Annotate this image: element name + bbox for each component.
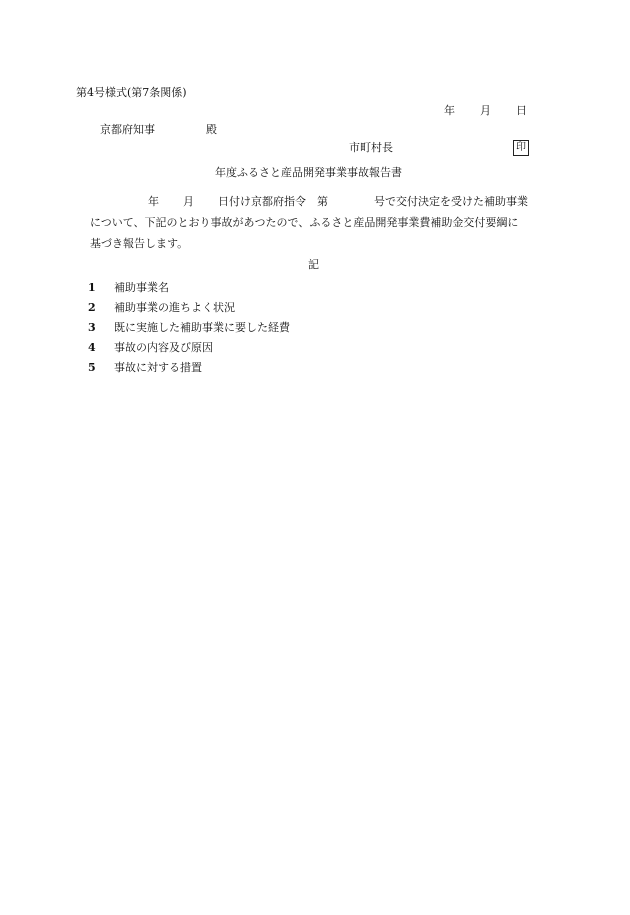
ki-heading: 記 [308, 258, 319, 271]
list-item [88, 301, 290, 321]
addressee-honorific: 殿 [206, 123, 217, 136]
item-number: 2 [88, 301, 96, 314]
body-line-2: について、下記のとおり事故があつたので、ふるさと産品開発事業費補助金交付要綱に [90, 216, 519, 229]
item-label: 事故に対する措置 [114, 361, 202, 374]
seal-mark: 印 [513, 140, 529, 156]
form-number: 第4号様式(第7条関係) [76, 86, 187, 99]
body-line-1-tail: 号で交付決定を受けた補助事業 [374, 195, 528, 208]
item-label: 補助事業の進ちよく状況 [114, 301, 235, 314]
body-line-3: 基づき報告します。 [90, 237, 189, 250]
body-line-1-text: 日付け京都府指令 第 [218, 195, 328, 208]
list-item [88, 341, 290, 361]
list-item [88, 361, 290, 381]
list-item [88, 321, 290, 341]
item-label: 既に実施した補助事業に要した経費 [114, 321, 290, 334]
item-number: 5 [88, 361, 96, 374]
body-year: 年 [148, 195, 159, 208]
body-month: 月 [183, 195, 194, 208]
item-number: 1 [88, 281, 96, 294]
date-month: 月 [480, 104, 491, 117]
body-line-1 [90, 191, 560, 212]
item-label: 事故の内容及び原因 [114, 341, 213, 354]
item-number: 4 [88, 341, 96, 354]
items-list [88, 281, 290, 381]
report-body [90, 191, 560, 254]
report-title: 年度ふるさと産品開発事業事故報告書 [215, 166, 402, 179]
item-label: 補助事業名 [114, 281, 169, 294]
date-day: 日 [516, 104, 527, 117]
item-number: 3 [88, 321, 96, 334]
addressee-name: 京都府知事 [100, 123, 155, 136]
date-year: 年 [444, 104, 455, 117]
sender-title: 市町村長 [349, 141, 393, 154]
list-item [88, 281, 290, 301]
